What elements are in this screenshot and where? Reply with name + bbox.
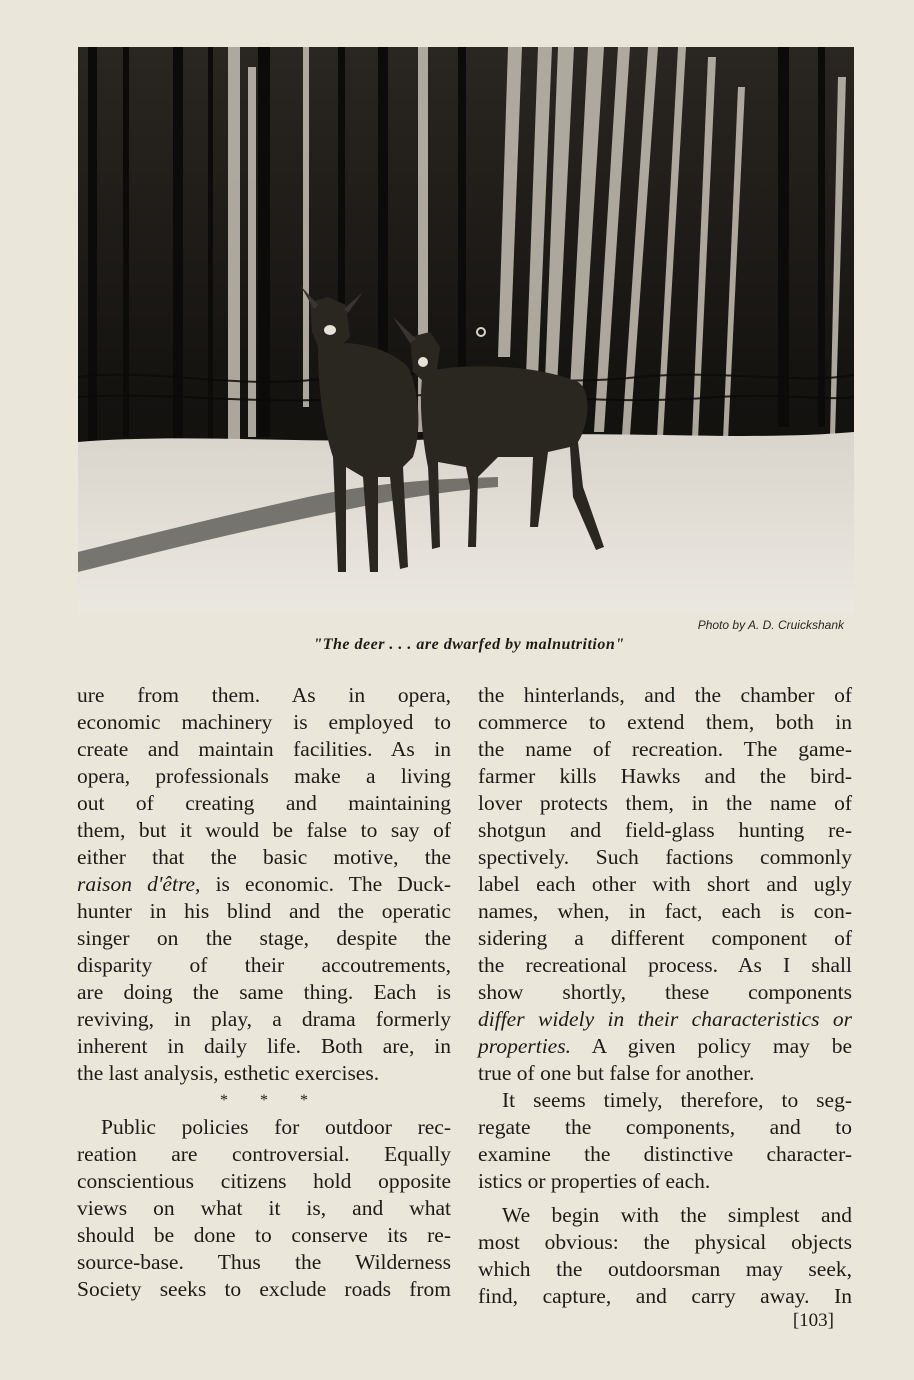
- text-line: inherent in daily life. Both are, in: [77, 1034, 451, 1058]
- text-line: conscientious citizens hold opposite: [77, 1169, 451, 1193]
- text-line: true of one but false for another.: [478, 1061, 755, 1085]
- text-line: shotgun and field-glass hunting re-: [478, 818, 852, 842]
- text-line: should be done to conserve its re-: [77, 1223, 451, 1247]
- text-line: reviving, in play, a drama formerly: [77, 1007, 451, 1031]
- text-line: commerce to extend them, both in: [478, 710, 852, 734]
- text-line-rest: is economic. The Duck-: [215, 872, 451, 896]
- page-number: [103]: [792, 1310, 834, 1331]
- text-line: the hinterlands, and the chamber of: [478, 683, 852, 707]
- text-line: out of creating and maintaining: [77, 791, 451, 815]
- text-line: are doing the same thing. Each is: [77, 980, 451, 1004]
- text-line: create and maintain facilities. As in: [77, 737, 451, 761]
- section-separator: * * *: [220, 1092, 322, 1109]
- text-line: [478, 1006, 852, 1033]
- paragraph-gap: [478, 1195, 852, 1202]
- left-text-column: [77, 682, 451, 1303]
- text-line: sidering a different component of: [478, 926, 852, 950]
- italic-phrase: properties.: [478, 1034, 571, 1058]
- text-line: most obvious: the physical objects: [478, 1230, 852, 1254]
- text-line: Society seeks to exclude roads from: [77, 1277, 451, 1301]
- text-line: label each other with short and ugly: [478, 872, 852, 896]
- text-line: [478, 1033, 852, 1060]
- text-line: the recreational process. As I shall: [478, 953, 852, 977]
- text-line: farmer kills Hawks and the bird-: [478, 764, 852, 788]
- text-line: the name of recreation. The game-: [478, 737, 852, 761]
- deer-photo: [78, 47, 854, 613]
- text-line: regate the components, and to: [478, 1115, 852, 1139]
- text-line: examine the distinctive character-: [478, 1142, 852, 1166]
- text-line: the last analysis, esthetic exercises.: [77, 1061, 380, 1085]
- text-line: spectively. Such factions commonly: [478, 845, 852, 869]
- text-line: them, but it would be false to say of: [77, 818, 451, 842]
- text-line: reation are controversial. Equally: [77, 1142, 451, 1166]
- text-line: singer on the stage, despite the: [77, 926, 451, 950]
- text-line: find, capture, and carry away. In: [478, 1284, 852, 1308]
- right-text-column: [478, 682, 852, 1310]
- text-line: views on what it is, and what: [77, 1196, 451, 1220]
- text-line: source-base. Thus the Wilderness: [77, 1250, 451, 1274]
- text-line: Public policies for outdoor rec-: [101, 1115, 451, 1139]
- text-line: [77, 871, 451, 898]
- photo-credit: Photo by A. D. Cruickshank: [697, 618, 844, 632]
- text-line: show shortly, these components: [478, 980, 852, 1004]
- text-line: economic machinery is employed to: [77, 710, 451, 734]
- text-line: We begin with the simplest and: [502, 1203, 852, 1227]
- text-line: lover protects them, in the name of: [478, 791, 852, 815]
- text-line: It seems timely, therefore, to seg-: [502, 1088, 852, 1112]
- photo-caption: "The deer . . . are dwarfed by malnutrition": [313, 636, 625, 653]
- text-line: names, when, in fact, each is con-: [478, 899, 852, 923]
- text-line: which the outdoorsman may seek,: [478, 1257, 852, 1281]
- text-line: either that the basic motive, the: [77, 845, 451, 869]
- italic-phrase: differ widely in their characteristics or: [478, 1007, 852, 1031]
- deer-photo-image: [78, 47, 854, 613]
- text-line-rest: A given policy may be: [591, 1034, 852, 1058]
- text-line: hunter in his blind and the operatic: [77, 899, 451, 923]
- text-line: opera, professionals make a living: [77, 764, 451, 788]
- text-line: ure from them. As in opera,: [77, 683, 451, 707]
- text-line: disparity of their accoutrements,: [77, 953, 451, 977]
- text-line: istics or properties of each.: [478, 1169, 711, 1193]
- italic-phrase: raison d'être,: [77, 872, 201, 896]
